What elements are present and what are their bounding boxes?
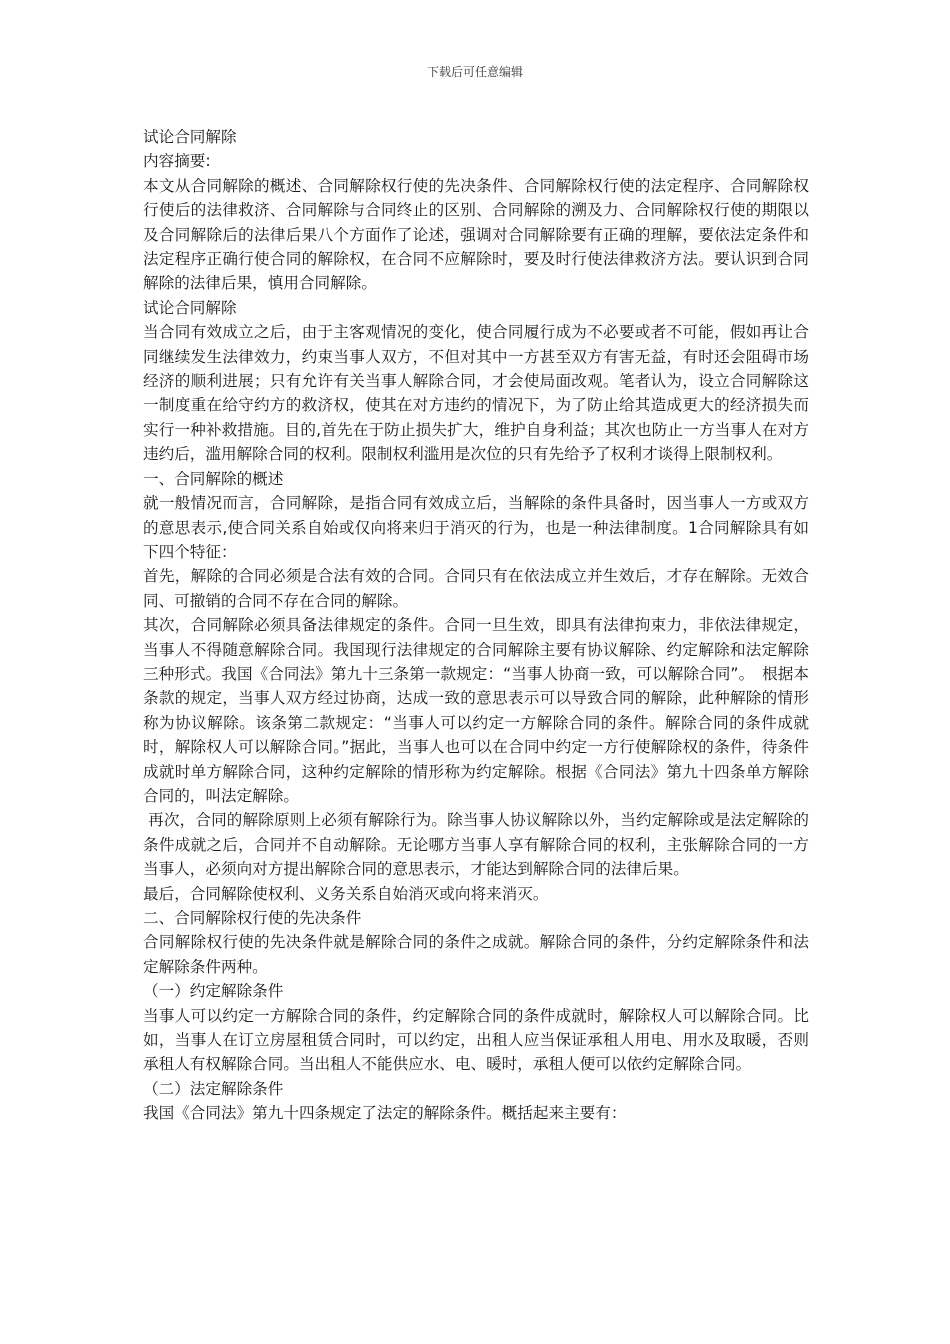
document-body [143, 125, 809, 1126]
document-title-repeat: 试论合同解除 [143, 298, 237, 317]
agreed-conditions-paragraph: 当事人可以约定一方解除合同的条件，约定解除合同的条件成就时，解除权人可以解除合同。比如，当事人在订立房屋租赁合同时，可以约定，出租人应当保证承租人用电、用水及取暖，否则承租人有权解除合同。当出租人不能供应水、电、暖时，承租人便可以依约定解除合同。 [143, 1006, 809, 1074]
subheading-legal-conditions: （二）法定解除条件 [143, 1079, 284, 1098]
page-header [0, 64, 950, 80]
overview-paragraph-third: 再次，合同的解除原则上必须有解除行为。除当事人协议解除以外，当约定解除或是法定解除的条件成就之后，合同并不自动解除。无论哪方当事人享有解除合同的权利，主张解除合同的一方当事人，必须向对方提出解除合同的意思表示，才能达到解除合同的法律后果。 [143, 811, 809, 879]
overview-paragraph-first: 首先，解除的合同必须是合法有效的合同。合同只有在依法成立并生效后，才存在解除。无效合同、可撤销的合同不存在合同的解除。 [143, 567, 809, 610]
header-note: 下载后可任意编辑 [426, 65, 523, 79]
section-heading-overview: 一、合同解除的概述 [143, 469, 284, 488]
document-title: 试论合同解除 [143, 128, 237, 146]
overview-paragraph-definition: 就一般情况而言，合同解除，是指合同有效成立后，当解除的条件具备时，因当事人一方或双方的意思表示,使合同关系自始或仅向将来归于消灭的行为，也是一种法律制度。1合同解除具有如下四个特征： [143, 494, 809, 561]
legal-conditions-paragraph: 我国《合同法》第九十四条规定了法定的解除条件。概括起来主要有： [143, 1104, 627, 1123]
conditions-paragraph: 合同解除权行使的先决条件就是解除合同的条件之成就。解除合同的条件，分约定解除条件和法定解除条件两种。 [143, 933, 809, 976]
abstract-label: 内容摘要: [143, 152, 211, 171]
overview-paragraph-second: 其次，合同解除必须具备法律规定的条件。合同一旦生效，即具有法律拘束力，非依法律规定，当事人不得随意解除合同。我国现行法律规定的合同解除主要有协议解除、约定解除和法定解除三种形式。我国《合同法》第九十三条第一款规定：“当事人协商一致，可以解除合同”。 根据本条款的规定，当事人双方经过协商，达成一致的意思表示可以导致合同的解除，此种解除的情形称为协议解除。该条第二款规定：“当事人可以约定一方解除合同的条件。解除合同的条件成就时，解除权人可以解除合同。”据此，当事人也可以在合同中约定一方行使解除权的条件，待条件成就时单方解除合同，这种约定解除的情形称为约定解除。根据《合同法》第九十四条单方解除合同的，叫法定解除。 [143, 616, 809, 805]
intro-paragraph: 当合同有效成立之后，由于主客观情况的变化，使合同履行成为不必要或者不可能，假如再让合同继续发生法律效力，约束当事人双方，不但对其中一方甚至双方有害无益，有时还会阻碍市场经济的顺利进展；只有允许有关当事人解除合同，才会使局面改观。笔者认为，设立合同解除这一制度重在给守约方的救济权，使其在对方违约的情况下，为了防止给其造成更大的经济损失而实行一种补救措施。目的,首先在于防止损失扩大，维护自身利益；其次也防止一方当事人在对方违约后，滥用解除合同的权利。限制权利滥用是次位的只有先给予了权利才谈得上限制权利。 [143, 323, 809, 464]
overview-paragraph-last: 最后，合同解除使权利、义务关系自始消灭或向将来消灭。 [143, 884, 549, 903]
abstract-paragraph: 本文从合同解除的概述、合同解除权行使的先决条件、合同解除权行使的法定程序、合同解除权行使后的法律救济、合同解除与合同终止的区别、合同解除的溯及力、合同解除权行使的期限以及合同解除后的法律后果八个方面作了论述，强调对合同解除要有正确的理解，要依法定条件和法定程序正确行使合同的解除权，在合同不应解除时，要及时行使法律救济方法。要认识到合同解除的法律后果，慎用合同解除。 [143, 176, 809, 293]
section-heading-conditions: 二、合同解除权行使的先决条件 [143, 909, 362, 927]
subheading-agreed-conditions: （一）约定解除条件 [143, 982, 284, 1001]
